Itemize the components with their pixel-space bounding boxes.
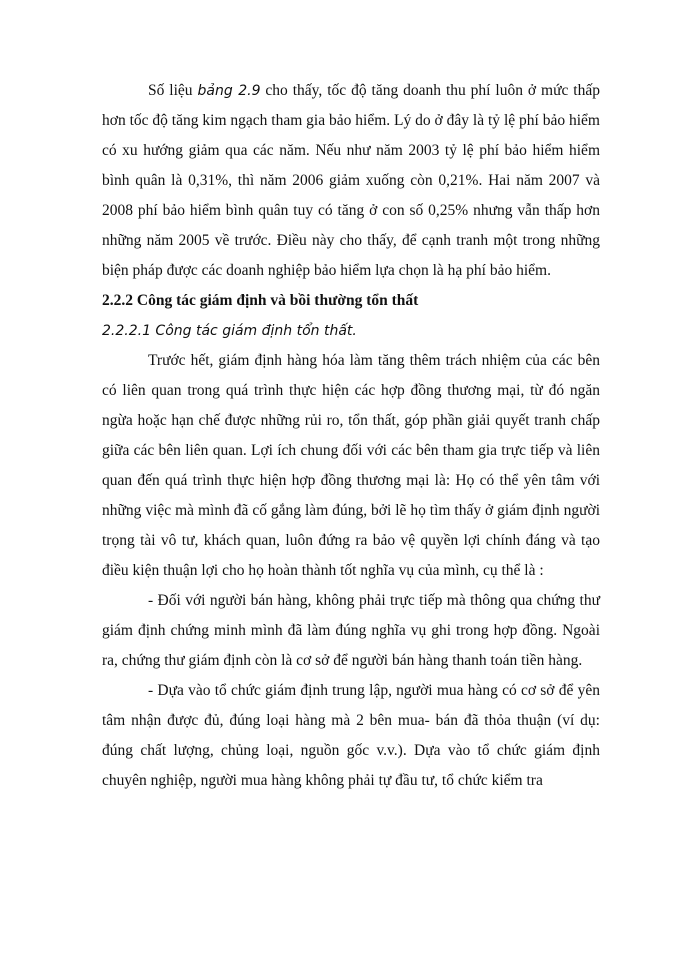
section-heading: 2.2.2 Công tác giám định và bồi thường tổn thất bbox=[102, 292, 419, 309]
bullet-seller: - Đối với người bán hàng, không phải trực tiếp mà thông qua chứng thư giám định chứng minh mình đã làm đúng nghĩa vụ ghi trong hợp đồng. Ngoài ra, chứng thư giám định còn là cơ sở để người bán hàng thanh toán tiền hàng. bbox=[102, 592, 600, 669]
bullet-buyer: - Dựa vào tổ chức giám định trung lập, người mua hàng có cơ sở để yên tâm nhận được đủ, đúng loại hàng mà 2 bên mua- bán đã thỏa thuận (ví dụ: đúng chất lượng, chủng loại, nguồn gốc v.v.). Dựa vào tổ chức giám định chuyên nghiệp, người mua hàng không phải tự đầu tư, tổ chức kiểm tra bbox=[102, 682, 600, 789]
paragraph-fee-growth bbox=[102, 76, 600, 286]
table-reference: bảng 2.9 bbox=[197, 83, 261, 99]
para1-text: cho thấy, tốc độ tăng doanh thu phí luôn ở mức thấp hơn tốc độ tăng kim ngạch tham gia bảo hiểm. Lý do ở đây là tỷ lệ phí bảo hiểm có xu hướng giảm qua các năm. Nếu như năm 2003 tỷ lệ phí bảo hiểm hiểm bình quân là 0,31%, thì năm 2006 giảm xuống còn 0,21%. Hai năm 2007 và 2008 phí bảo hiểm bình quân tuy có tăng ở con số 0,25% nhưng vẫn thấp hơn những năm 2005 về trước. Điều này cho thấy, để cạnh tranh một trong những biện pháp được các doanh nghiệp bảo hiểm lựa chọn là hạ phí bảo hiểm. bbox=[102, 82, 600, 279]
subsection-heading: 2.2.2.1 Công tác giám định tổn thất. bbox=[102, 323, 357, 339]
para1-prefix: Số liệu bbox=[148, 82, 198, 99]
paragraph-inspection-benefits: Trước hết, giám định hàng hóa làm tăng thêm trách nhiệm của các bên có liên quan trong quá trình thực hiện các hợp đồng thương mại, từ đó ngăn ngừa hoặc hạn chế được những rủi ro, tổn thất, góp phần giải quyết tranh chấp giữa các bên liên quan. Lợi ích chung đối với các bên tham gia trực tiếp và liên quan đến quá trình thực hiện hợp đồng thương mại là: Họ có thể yên tâm với những việc mà mình đã cố gắng làm đúng, bởi lẽ họ tìm thấy ở giám định người trọng tài vô tư, khách quan, luôn đứng ra bảo vệ quyền lợi chính đáng và tạo điều kiện thuận lợi cho họ hoàn thành tốt nghĩa vụ của mình, cụ thể là : bbox=[102, 352, 600, 579]
